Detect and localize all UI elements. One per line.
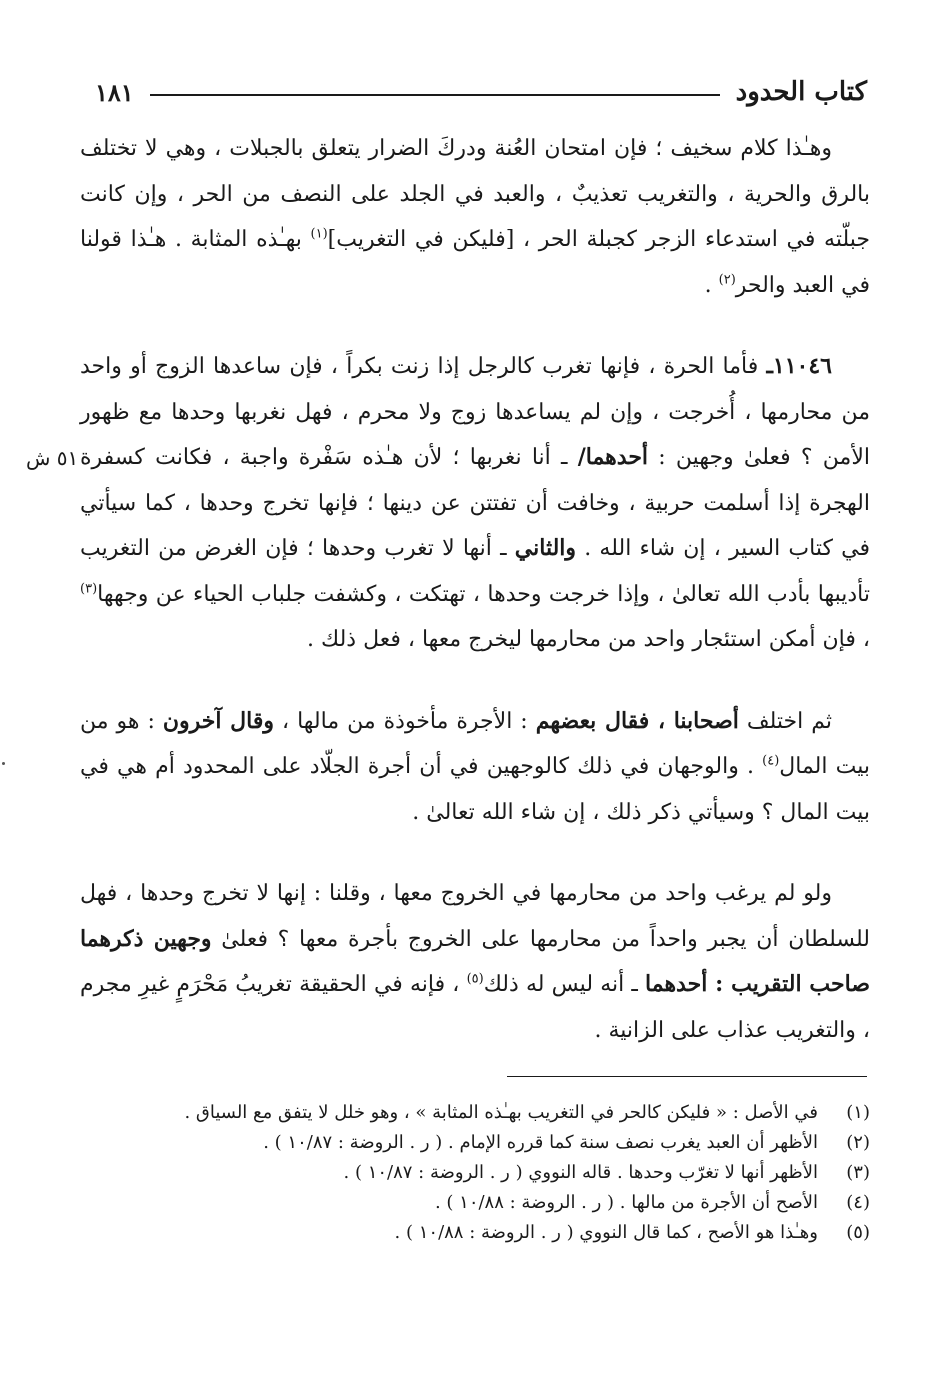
bold-run: والثاني <box>514 535 577 561</box>
footnote-ref-2[interactable]: (٢) <box>718 272 736 288</box>
footnote-item <box>80 1128 870 1158</box>
footnote-divider <box>507 1076 867 1077</box>
footnote-text: في الأصل : « فليكن كالحر في التغريب بهـٰذه المثابة » ، وهو خلل لا يتفق مع السياق . <box>184 1102 818 1123</box>
page-number: ١٨١ <box>95 77 134 107</box>
bold-run: أحدهما/ <box>577 444 649 470</box>
text-run: ، فإن أمكن استئجار واحد من محارمها ليخرج معها ، فعل ذلك . <box>307 627 870 652</box>
footnote-ref-3[interactable]: (٣) <box>80 581 98 597</box>
header-rule <box>150 94 720 96</box>
footnote-text: الأظهر أن العبد يغرب نصف سنة كما قرره الإمام . ( ر . الروضة : ١٠/٨٧ ) . <box>263 1132 818 1153</box>
paragraph-1 <box>80 126 870 308</box>
paragraph-3 <box>80 699 870 836</box>
bold-run: وجهين ذكرهما صاحب التقريب : أحدهما <box>80 925 870 997</box>
footnote-text: وهـٰذا هو الأصح ، كما قال النووي ( ر . الروضة : ١٠/٨٨ ) . <box>394 1222 818 1243</box>
footnote-number: (١) <box>846 1102 870 1123</box>
footnotes <box>80 1098 870 1248</box>
footnote-number: (٢) <box>846 1132 870 1153</box>
bold-run: وقال آخرون <box>162 707 274 734</box>
footnote-ref-1[interactable]: (١) <box>310 226 328 242</box>
issue-number: ١١٠٤٦ـ <box>766 353 832 379</box>
text-run: ـ أنا نغربها ؛ لأن هـٰذه سَفْرة واجبة ، فكانت كسفرة الهجرة إذا أسلمت حربية ، وخافت أن تفتتن عن دينها ؛ فإنها تخرج وحدها ، كما سيأتي في كتاب السير ، إن شاء الله . <box>80 445 870 561</box>
text-run: بهـٰذه المثابة . هـٰذا قولنا في العبد والحر <box>80 227 870 298</box>
footnote-item <box>80 1098 870 1128</box>
text-run: : الأجرة مأخوذة من مالها ، <box>274 708 536 734</box>
footnote-number: (٤) <box>846 1192 870 1213</box>
paragraph-4 <box>80 871 870 1053</box>
footnote-text: الأصح أن الأجرة من مالها . ( ر . الروضة : ١٠/٨٨ ) . <box>434 1192 818 1213</box>
text-run: ولو لم يرغب واحد من محارمها في الخروج معها ، وقلنا : إنها لا تخرج وحدها ، فهل للسلطان أن يجبر واحداً من محارمها على الخروج بأجرة معها ؟ فعلىٰ <box>80 881 870 952</box>
footnote-item <box>80 1158 870 1188</box>
text-run: ـ أنها لا تغرب وحدها ؛ فإن الغرض من التغريب تأديبها بأدب الله تعالىٰ ، وإذا خرجت وحدها ، تهتكت ، وكشفت جلباب الحياء عن وجهها <box>80 536 870 607</box>
footnote-item <box>80 1218 870 1248</box>
text-run: . <box>704 272 719 298</box>
text-run: ثم اختلف <box>738 708 833 734</box>
footnote-text: الأظهر أنها لا تغرّب وحدها . قاله النووي ( ر . الروضة : ١٠/٨٧ ) . <box>343 1162 818 1183</box>
text-run: . والوجهان في ذلك كالوجهين في أن أجرة الجلّاد على المحدود أم هي في بيت المال ؟ وسيأتي ذكر ذلك ، إن شاء الله تعالىٰ . <box>80 754 870 825</box>
paragraph-2 <box>80 344 870 663</box>
running-header <box>95 72 867 112</box>
margin-reference: ٥١ ش <box>26 446 79 470</box>
bold-run: أصحابنا ، فقال بعضهم <box>535 707 739 734</box>
text-run: فأما الحرة ، فإنها تغرب كالرجل إذا زنت بكراً ، فإن ساعدها الزوج أو واحد من محارمها ، أُخرجت ، وإن لم يساعدها زوج ولا محرم ، فهل نغربها وحدها مع ظهور الأمن ؟ فعلىٰ وجهين : <box>80 354 870 470</box>
text-run: : هو من بيت المال <box>80 708 870 779</box>
text-run: وهـٰذا كلام سخيف ؛ فإن امتحان العُنة ودركَ الضرار يتعلق بالجبلات ، وهي لا تختلف بالرق والحرية ، والتغريب تعذيبٌ ، والعبد في الجلد على النصف من الحر ، وإن كانت جبلّته في استدعاء الزجر كجبلة الحر ، [فليكن في التغريب] <box>80 136 870 252</box>
footnote-ref-5[interactable]: (٥) <box>466 971 484 987</box>
text-run: ، فإنه في الحقيقة تغريبُ مَحْرَمٍ غيرِ مجرم ، والتغريب عذاب على الزانية . <box>80 972 870 1043</box>
footnote-ref-4[interactable]: (٤) <box>762 753 780 769</box>
footnote-number: (٣) <box>846 1162 870 1183</box>
footnote-number: (٥) <box>846 1222 870 1243</box>
footnote-item <box>80 1188 870 1218</box>
chapter-title: كتاب الحدود <box>735 77 867 107</box>
scan-speck <box>2 762 5 765</box>
main-text <box>80 126 870 1089</box>
text-run: ـ أنه ليس له ذلك <box>483 972 646 997</box>
